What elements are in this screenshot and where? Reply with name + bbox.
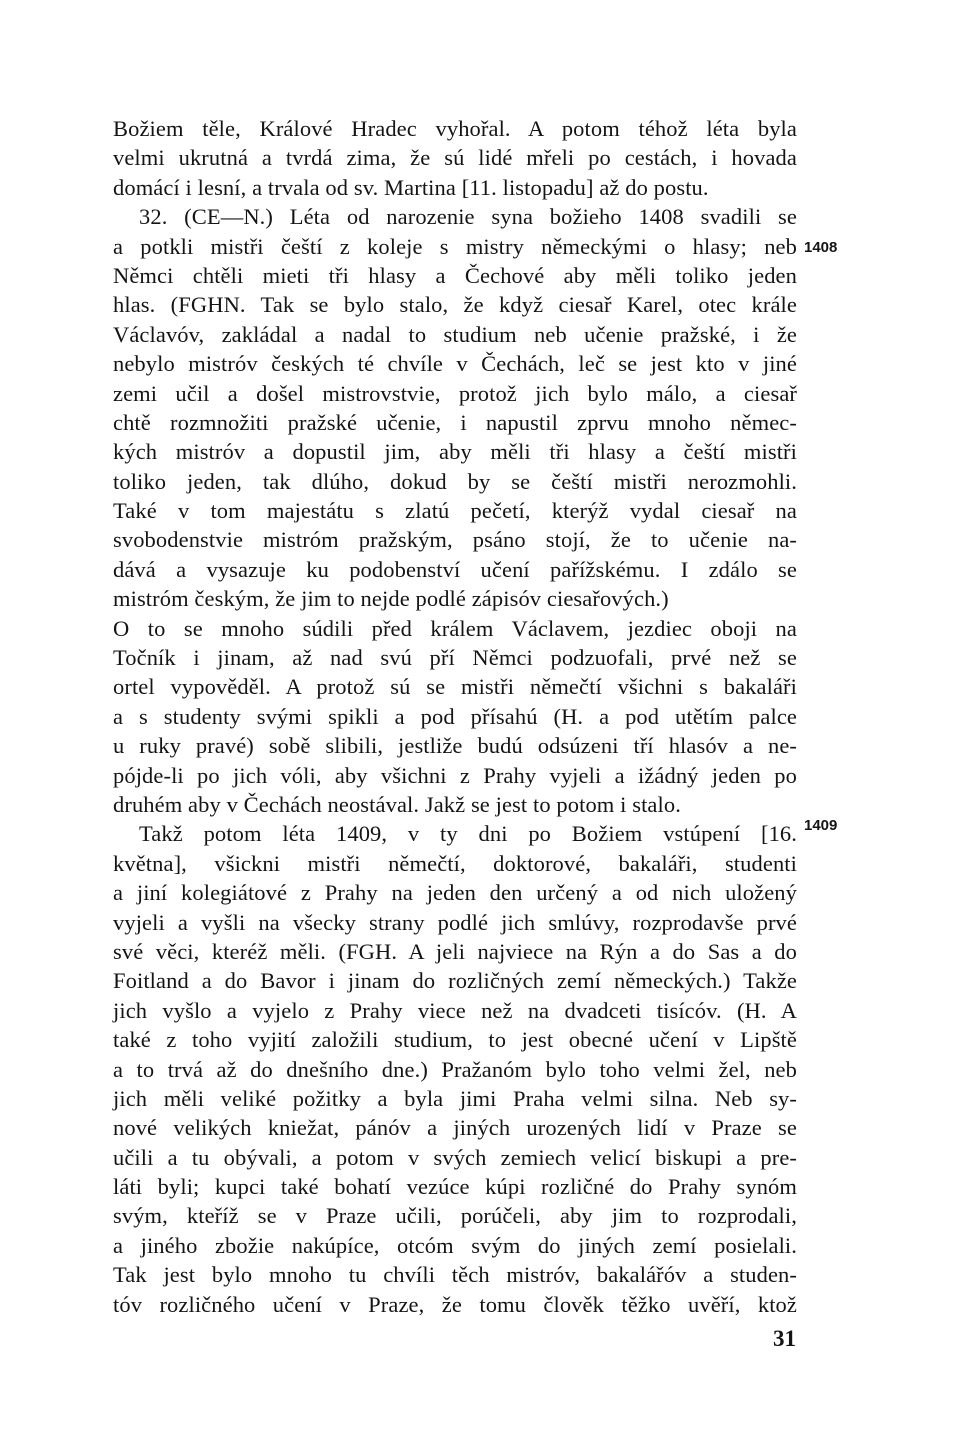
text-line: toliko jeden, tak dlúho, dokud by se čeští mistři nerozmohli. <box>113 468 797 494</box>
text-line: vyjeli a vyšli na všecky strany podlé jich smlúvy, rozprodavše prvé <box>113 909 797 935</box>
text-line: Točník i jinam, až nad svú pří Němci podzuofali, prvé než se <box>113 645 797 671</box>
text-line: pójde-li po jich vóli, aby všichni z Prahy vyjeli a ižádný jeden po <box>113 762 797 788</box>
text-line: chtě rozmnožiti pražské učenie, i napustil zprvu mnoho němec- <box>113 409 797 435</box>
page-number: 31 <box>773 1326 796 1351</box>
text-line: nebylo mistróv českých té chvíle v Čechách, leč se jest kto v jiné <box>113 351 797 377</box>
text-line: hlas. (FGHN. Tak se bylo stalo, že když ciesař Karel, otec krále <box>113 292 797 318</box>
text-line: 32. (CE—N.) Léta od narozenie syna božieho 1408 svadili se <box>139 204 797 230</box>
text-line: mistróm českým, že jim to nejde podlé zápisóv ciesařových.) <box>113 586 669 612</box>
text-line: jich měli veliké požitky a byla jimi Praha velmi silna. Neb sy- <box>113 1085 797 1111</box>
margin-year-note: 1409 <box>804 817 838 834</box>
text-line: tóv rozličného učení v Praze, že tomu člověk těžko uvěří, ktož <box>113 1291 797 1317</box>
text-line: Božiem těle, Králové Hradec vyhořal. A potom téhož léta byla <box>113 116 797 141</box>
text-line: jich vyšlo a vyjelo z Prahy viece než na dvadceti tisícóv. (H. A <box>113 997 797 1023</box>
text-line: a jiného zbožie nakúpíce, otcóm svým do jiných zemí posielali. <box>113 1232 797 1258</box>
text-line: a jiní kolegiátové z Prahy na jeden den určený a od nich uložený <box>113 880 797 906</box>
text-line: a to trvá až do dnešního dne.) Pražanóm bylo toho velmi žel, neb <box>113 1056 797 1082</box>
text-line: láti byli; kupci také bohatí vezúce kúpi rozličné do Prahy synóm <box>113 1174 797 1200</box>
text-line: druhém aby v Čechách neostával. Jakž se jest to potom i stalo. <box>113 791 681 817</box>
text-line: Tak jest bylo mnoho tu chvíli těch mistróv, bakalářóv a studen- <box>113 1262 797 1288</box>
text-line: svobodenstvie mistróm pražským, psáno stojí, že to učenie na- <box>113 527 797 553</box>
text-line: a s studenty svými spikli a pod přísahú (H. a pod utětím palce <box>113 703 797 729</box>
text-line: u ruky pravé) sobě slibili, jestliže budú odsúzeni tří hlasóv a ne- <box>113 733 797 759</box>
text-line: domácí i lesní, a trvala od sv. Martina [11. listopadu] až do postu. <box>113 174 709 200</box>
text-line: O to se mnoho súdili před králem Václavem, jezdiec oboji na <box>113 615 797 641</box>
text-line: Václavóv, zakládal a nadal to studium neb učenie pražské, i že <box>113 321 797 347</box>
text-line: Foitland a do Bavor i jinam do rozličných zemí německých.) Takže <box>113 968 797 994</box>
text-line: své věci, kteréž měli. (FGH. A jeli najviece na Rýn a do Sas a do <box>113 938 797 964</box>
text-line: učili a tu obývali, a potom v svých zemiech velicí biskupi a pre- <box>113 1144 797 1170</box>
text-line: a potkli mistři čeští z koleje s mistry německými o hlasy; neb <box>113 233 797 259</box>
body-text <box>113 114 797 1319</box>
text-line: Němci chtěli mieti tři hlasy a Čechové aby měli toliko jeden <box>113 262 797 288</box>
text-line: kých mistróv a dopustil jim, aby měli tři hlasy a čeští mistři <box>113 439 797 465</box>
text-line: nové velikých kniežat, pánóv a jiných urozených lidí v Praze se <box>113 1115 797 1141</box>
text-line: května], všickni mistři němečtí, doktorové, bakaláři, studenti <box>113 850 797 876</box>
margin-year-note: 1408 <box>804 239 838 256</box>
text-line: zemi učil a došel mistrovstvie, protož jich bylo málo, a ciesař <box>113 380 797 406</box>
text-line: ortel vypověděl. A protož sú se mistři němečtí všichni s bakaláři <box>113 674 797 700</box>
text-line: dává a vysazuje ku podobenství učení pařížskému. I zdálo se <box>113 556 797 582</box>
text-line: také z toho vyjití založili studium, to jest obecné učení v Lipště <box>113 1027 797 1053</box>
text-line: velmi ukrutná a tvrdá zima, že sú lidé mřeli po cestách, i hovada <box>113 145 797 171</box>
text-line: Také v tom majestátu s zlatú pečetí, kterýž vydal ciesař na <box>113 498 797 524</box>
text-line: Takž potom léta 1409, v ty dni po Božiem vstúpení [16. <box>139 821 797 847</box>
text-line: svým, kteříž se v Praze učili, porúčeli, aby jim to rozprodali, <box>113 1203 797 1229</box>
